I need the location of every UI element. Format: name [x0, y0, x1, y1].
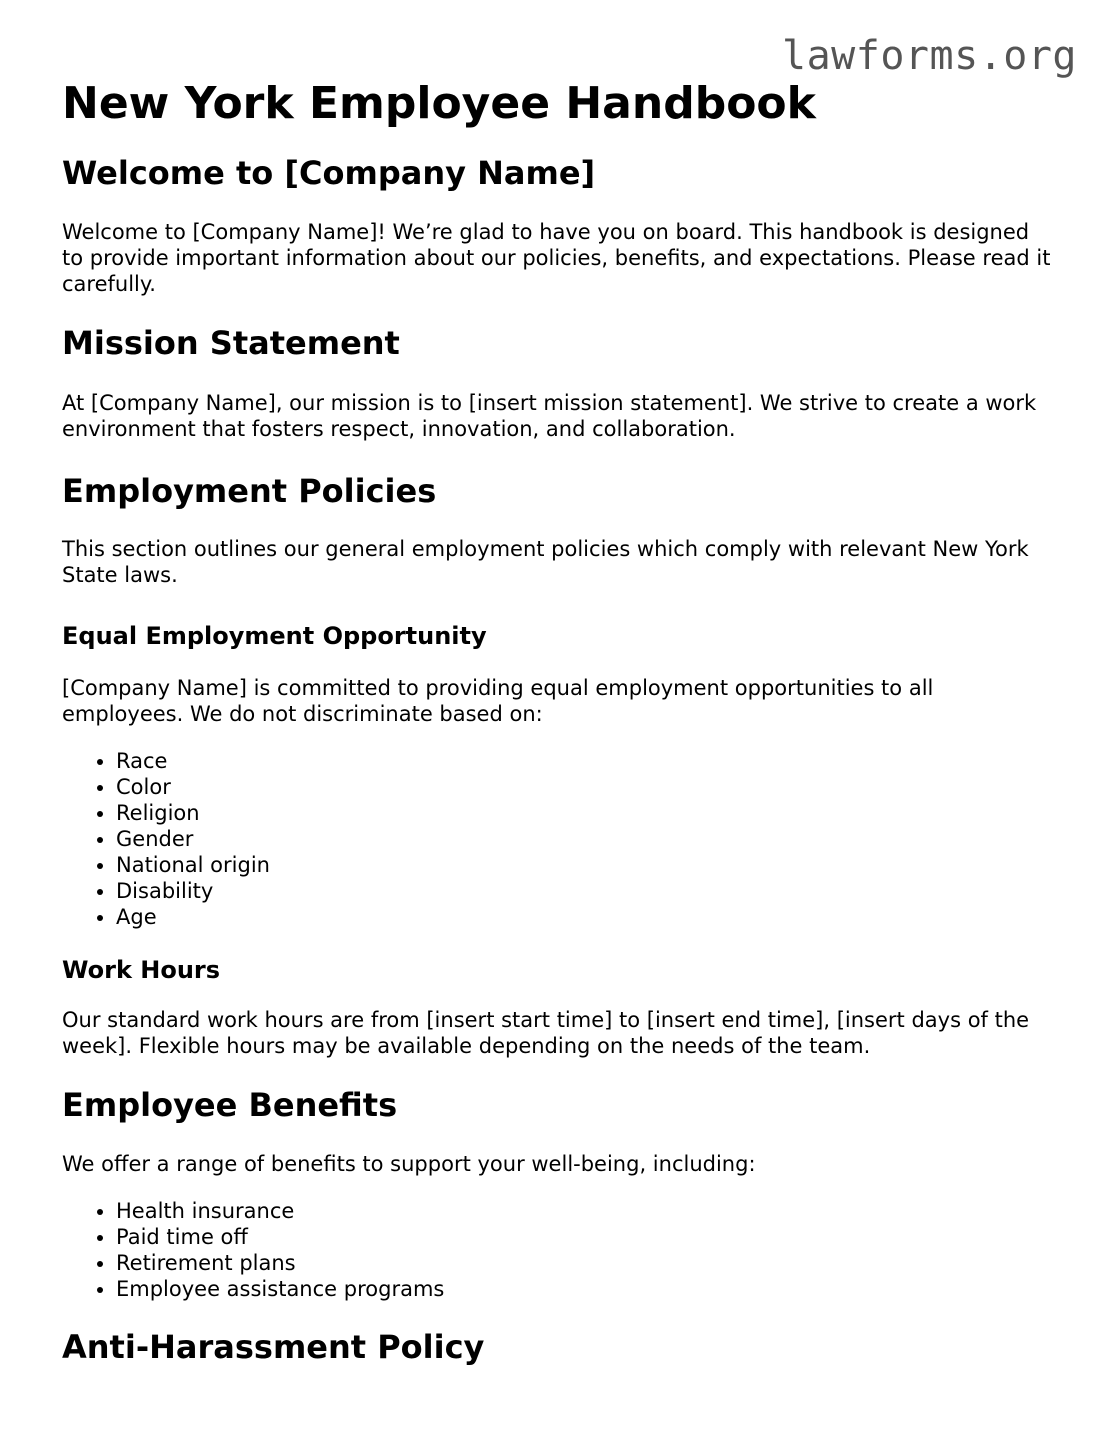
- benefits-list: [62, 1198, 1052, 1302]
- list-item: • Gender: [116, 826, 1052, 852]
- benefits-paragraph: We offer a range of benefits to support your well-being, including:: [62, 1151, 756, 1176]
- document-page: [62, 78, 1052, 1366]
- list-item: • Color: [116, 774, 1052, 800]
- eeo-list: [62, 748, 1052, 930]
- work-hours-paragraph: Our standard work hours are from [insert start time] to [insert end time], [insert days of the week]. Flexible hours may be available depending on the needs of the team.: [62, 1007, 1030, 1058]
- list-item: • Race: [116, 748, 1052, 774]
- eeo-heading: Equal Employment Opportunity: [62, 621, 487, 650]
- eeo-paragraph: [Company Name] is committed to providing equal employment opportunities to all employees. We do not discriminate based on:: [62, 675, 934, 726]
- list-item: • Age: [116, 904, 1052, 930]
- list-item: • Employee assistance programs: [116, 1276, 1052, 1302]
- employment-policies-paragraph: This section outlines our general employment policies which comply with relevant New York State laws.: [62, 536, 1029, 587]
- list-item: • Religion: [116, 800, 1052, 826]
- list-item: • Paid time off: [116, 1224, 1052, 1250]
- welcome-heading: Welcome to [Company Name]: [62, 153, 596, 192]
- list-item: • Health insurance: [116, 1198, 1052, 1224]
- list-item: • Disability: [116, 878, 1052, 904]
- welcome-paragraph: Welcome to [Company Name]! We’re glad to have you on board. This handbook is designed to provide important information about our policies, benefits, and expectations. Please read it carefully.: [62, 220, 1051, 297]
- employment-policies-heading: Employment Policies: [62, 471, 437, 510]
- anti-harassment-heading: Anti-Harassment Policy: [62, 1327, 485, 1366]
- list-item: • National origin: [116, 852, 1052, 878]
- benefits-heading: Employee Benefits: [62, 1085, 398, 1124]
- mission-heading: Mission Statement: [62, 324, 400, 363]
- mission-paragraph: At [Company Name], our mission is to [insert mission statement]. We strive to create a work environment that fosters respect, innovation, and collaboration.: [62, 390, 1037, 441]
- work-hours-heading: Work Hours: [62, 955, 221, 984]
- list-item: • Retirement plans: [116, 1250, 1052, 1276]
- watermark-text: lawforms.org: [782, 33, 1077, 79]
- document-title: New York Employee Handbook: [62, 78, 816, 129]
